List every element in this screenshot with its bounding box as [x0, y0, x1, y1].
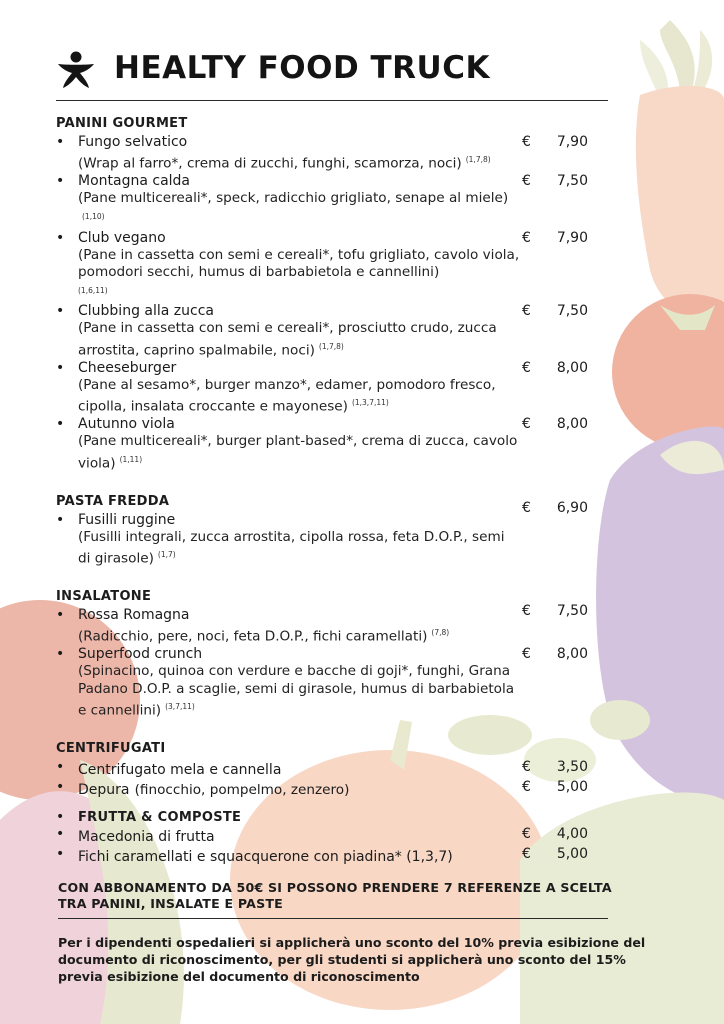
item-desc-text: (Spinacino, quinoa con verdure e bacche di goji*, funghi, Grana Padano D.O.P. a scaglie, semi di girasole, humus di barbabietola e cannellini) — [78, 663, 515, 719]
footer-divider — [58, 918, 608, 919]
menu-item — [56, 230, 596, 300]
item-name: Fichi caramellati e squacquerone con piadina* (1,3,7) — [78, 849, 453, 866]
item-allergens: (1,7,8) — [465, 155, 491, 164]
price-value: 7,90 — [556, 229, 588, 246]
discount-note: Per i dipendenti ospedalieri si applicherà uno sconto del 10% previa esibizione del documento di riconoscimento, per gli studenti si applicherà uno sconto del 15% previa esibizione del documento di riconoscimento — [58, 935, 646, 984]
currency-symbol: € — [522, 416, 531, 433]
item-allergens: (1,7) — [157, 550, 176, 560]
person-star-logo-icon — [56, 50, 96, 90]
item-allergens: (1,6,11) — [78, 285, 108, 295]
currency-symbol: € — [522, 779, 531, 796]
item-description — [78, 663, 596, 720]
currency-symbol: € — [522, 603, 531, 620]
price-value: 5,00 — [556, 779, 588, 796]
item-name: • Superfood crunch — [78, 646, 203, 663]
item-name: • Fusilli ruggine — [78, 511, 176, 528]
menu-item — [56, 846, 596, 866]
item-name: • Club vegano — [78, 229, 166, 246]
currency-symbol: € — [522, 134, 531, 150]
item-description — [78, 247, 596, 300]
menu-item — [56, 759, 596, 779]
item-name: Depura — [78, 782, 130, 799]
section-centrifugati — [56, 740, 596, 866]
section-title: CENTRIFUGATI — [56, 741, 166, 757]
item-name: Centrifugato mela e cannella — [78, 762, 282, 779]
item-name: Macedonia di frutta — [78, 829, 215, 846]
item-description — [78, 151, 596, 173]
currency-symbol: € — [522, 173, 531, 190]
price-value: 8,00 — [556, 359, 588, 376]
item-desc-text: (Radicchio, pere, noci, feta D.O.P., fichi caramellati) — [78, 628, 428, 645]
item-description — [78, 377, 596, 417]
price-value: 8,00 — [556, 416, 588, 433]
section-pasta-fredda — [56, 493, 596, 569]
price-value: 8,00 — [556, 646, 588, 663]
item-name: • Rossa Romagna — [78, 607, 190, 624]
section-insalatone — [56, 588, 596, 720]
item-desc-text: (Pane multicereali*, burger plant-based*, crema di zucca, cavolo viola) — [78, 433, 518, 472]
item-allergens: (3,7,11) — [165, 702, 195, 712]
item-desc-text: (Pane in cassetta con semi e cereali*, tofu grigliato, cavolo viola, pomodori secchi, humus di barbabietola e cannellini) — [78, 246, 520, 281]
item-description — [78, 433, 596, 473]
price-value: 7,50 — [556, 173, 588, 190]
menu-item — [56, 173, 596, 230]
item-name: • Clubbing alla zucca — [78, 303, 214, 320]
item-name: • Cheeseburger — [78, 359, 177, 376]
item-desc-text: (Fusilli integrali, zucca arrostita, cipolla rossa, feta D.O.P., semi di girasole) — [78, 528, 505, 567]
header-divider — [56, 100, 608, 101]
subsection-title: • FRUTTA & COMPOSTE — [78, 810, 242, 826]
subsection-title-row — [56, 809, 596, 826]
price-value: 4,00 — [556, 826, 588, 843]
menu-item — [56, 826, 596, 846]
menu-item — [56, 134, 596, 173]
currency-symbol: € — [522, 229, 531, 246]
currency-symbol: € — [522, 303, 531, 320]
currency-symbol: € — [522, 759, 531, 776]
menu-item — [56, 646, 596, 720]
section-title: INSALATONE — [56, 589, 152, 605]
currency-symbol: € — [522, 646, 531, 663]
item-name: • Fungo selvatico — [78, 134, 188, 150]
section-panini-gourmet — [56, 115, 596, 473]
section-title: PANINI GOURMET — [56, 116, 188, 131]
currency-symbol: € — [522, 826, 531, 843]
item-allergens: (1,11) — [119, 454, 143, 464]
subscription-promo: CON ABBONAMENTO DA 50€ SI POSSONO PRENDERE 7 REFERENZE A SCELTA TRA PANINI, INSALATE E PASTE — [58, 880, 612, 911]
brand-title: HEALTY FOOD TRUCK — [114, 50, 490, 86]
item-description — [78, 529, 596, 569]
item-desc-text: (Pane al sesamo*, burger manzo*, edamer, pomodoro fresco, cipolla, insalata croccante e mayonese) — [78, 376, 496, 415]
menu-item — [56, 303, 596, 360]
price-value: 3,50 — [556, 759, 588, 776]
currency-symbol: € — [522, 359, 531, 376]
item-name: • Montagna calda — [78, 173, 191, 190]
item-description — [78, 320, 596, 360]
item-desc-text: (Pane in cassetta con semi e cereali*, prosciutto crudo, zucca arrostita, caprino spalmabile, noci) — [78, 320, 497, 359]
menu-item — [56, 603, 596, 646]
currency-symbol: € — [522, 846, 531, 863]
menu-item — [56, 779, 596, 799]
price-value: 7,90 — [556, 134, 588, 150]
item-allergens: (1,3,7,11) — [351, 398, 389, 408]
item-desc-text: (Pane multicereali*, speck, radicchio grigliato, senape al miele) — [78, 190, 509, 207]
currency-symbol: € — [522, 499, 531, 516]
item-allergens: (1,10) — [82, 211, 105, 221]
section-title: PASTA FREDDA — [56, 493, 170, 509]
price-value: 6,90 — [556, 499, 588, 516]
menu-item — [56, 360, 596, 417]
item-description — [78, 624, 596, 646]
menu-item — [56, 416, 596, 473]
item-name: • Autunno viola — [78, 416, 175, 433]
item-description — [78, 190, 596, 230]
price-value: 5,00 — [556, 846, 588, 863]
price-value: 7,50 — [556, 303, 588, 320]
item-desc-text: (Wrap al farro*, crema di zucchi, funghi, scamorza, noci) — [78, 155, 462, 172]
menu-list — [56, 115, 596, 882]
item-allergens: (1,7,8) — [318, 341, 344, 351]
item-allergens: (7,8) — [431, 628, 450, 638]
price-value: 7,50 — [556, 603, 588, 620]
item-description: (finocchio, pompelmo, zenzero) — [134, 782, 350, 799]
